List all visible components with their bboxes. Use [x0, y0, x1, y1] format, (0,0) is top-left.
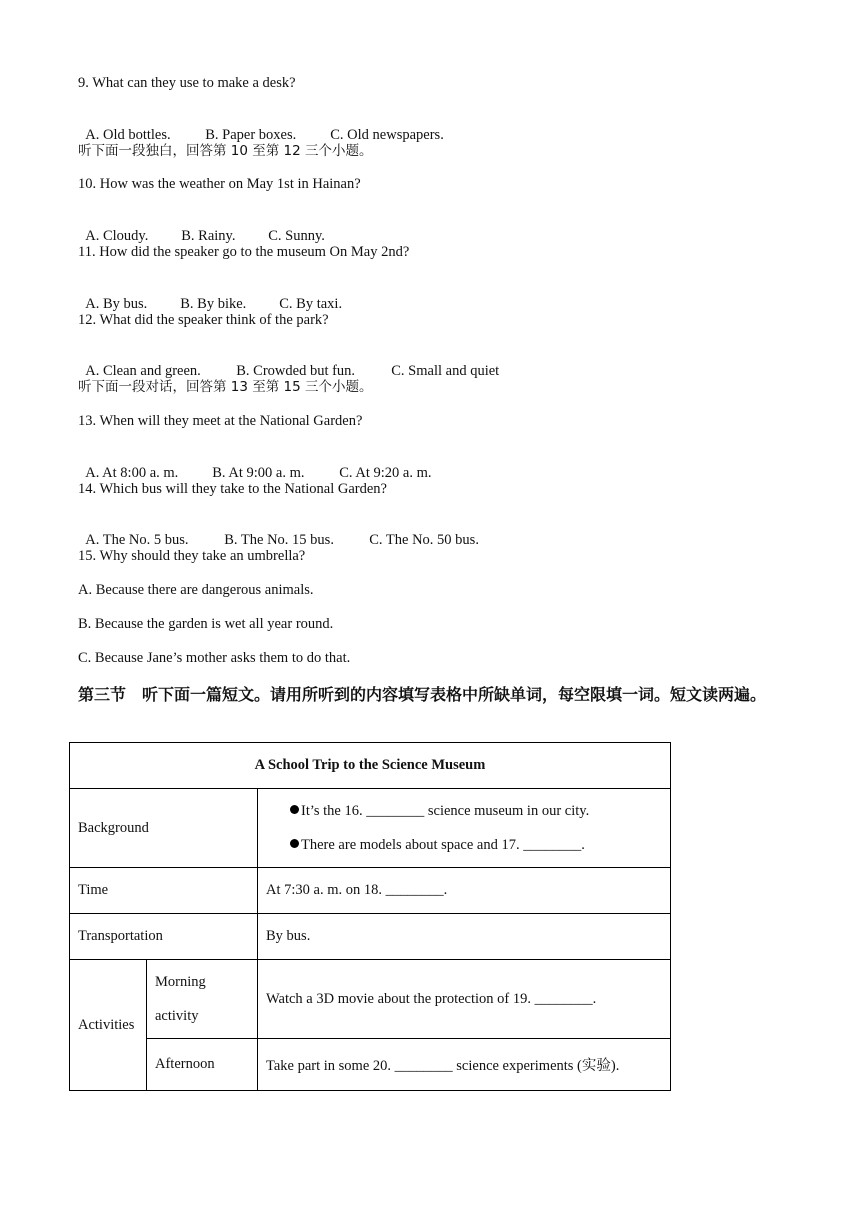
question-10-options	[78, 209, 325, 245]
question-14: 14. Which bus will they take to the National Garden?	[78, 481, 387, 497]
question-15: 15. Why should they take an umbrella?	[78, 548, 306, 564]
option-c: C. At 9:20 a. m.	[339, 465, 432, 481]
activities-label: Activities	[70, 960, 147, 1091]
afternoon-label: Afternoon	[147, 1039, 258, 1091]
bullet-icon	[290, 839, 299, 848]
option-b: B. The No. 15 bus.	[224, 532, 334, 548]
table-row	[70, 914, 671, 960]
option-b: B. At 9:00 a. m.	[212, 465, 305, 481]
option-a: A. Clean and green.	[85, 363, 201, 379]
option-c: C. By taxi.	[279, 296, 343, 312]
option-b: B. Rainy.	[181, 228, 236, 244]
option-c: C. Small and quiet	[391, 363, 500, 379]
option-a: A. By bus.	[85, 296, 148, 312]
option-c: C. The No. 50 bus.	[369, 532, 479, 548]
question-10: 10. How was the weather on May 1st in Hainan?	[78, 176, 361, 192]
question-11: 11. How did the speaker go to the museum On May 2nd?	[78, 244, 410, 260]
listening-instruction-10-12: 听下面一段独白，回答第 10 至第 12 三个小题。	[78, 143, 373, 159]
question-15-option-a: A. Because there are dangerous animals.	[78, 582, 314, 598]
option-a: A. Old bottles.	[85, 127, 171, 143]
background-item-1	[258, 794, 670, 828]
option-a: A. Cloudy.	[85, 228, 149, 244]
option-b: B. Crowded but fun.	[236, 363, 356, 379]
question-11-options	[78, 277, 342, 313]
question-12: 12. What did the speaker think of the park?	[78, 312, 329, 328]
time-label: Time	[70, 868, 258, 914]
option-c: C. Sunny.	[268, 228, 325, 244]
afternoon-value: Take part in some 20. ________ science experiments (实验).	[258, 1039, 671, 1091]
question-15-option-c: C. Because Jane’s mother asks them to do that.	[78, 650, 351, 666]
listening-instruction-13-15: 听下面一段对话，回答第 13 至第 15 三个小题。	[78, 379, 373, 395]
question-12-options	[78, 344, 499, 380]
transportation-label: Transportation	[70, 914, 258, 960]
question-14-options	[78, 513, 479, 549]
background-line-2: There are models about space and 17. ________.	[301, 837, 585, 853]
question-13-options	[78, 446, 432, 482]
section-3-heading: 第三节 听下面一篇短文。请用所听到的内容填写表格中所缺单词，每空限填一词。短文读两遍。	[78, 685, 767, 704]
option-b: B. Paper boxes.	[205, 127, 297, 143]
morning-value: Watch a 3D movie about the protection of 19. ________.	[258, 960, 671, 1039]
background-label: Background	[70, 789, 258, 868]
trip-info-table	[69, 742, 671, 1091]
option-b: B. By bike.	[180, 296, 247, 312]
morning-label-line-2: activity	[155, 1008, 199, 1024]
morning-label-line-1: Morning	[155, 974, 206, 990]
question-9-options	[78, 108, 444, 144]
table-row	[70, 868, 671, 914]
table-row	[70, 960, 671, 1039]
background-line-1: It’s the 16. ________ science museum in our city.	[301, 803, 590, 819]
question-9: 9. What can they use to make a desk?	[78, 75, 296, 91]
table-title: A School Trip to the Science Museum	[70, 743, 671, 789]
question-15-option-b: B. Because the garden is wet all year round.	[78, 616, 334, 632]
transportation-value: By bus.	[258, 914, 671, 960]
option-c: C. Old newspapers.	[330, 127, 444, 143]
bullet-icon	[290, 805, 299, 814]
option-a: A. At 8:00 a. m.	[85, 465, 179, 481]
background-item-2	[258, 828, 670, 862]
time-value: At 7:30 a. m. on 18. ________.	[258, 868, 671, 914]
table-row	[70, 1039, 671, 1091]
option-a: A. The No. 5 bus.	[85, 532, 189, 548]
question-13: 13. When will they meet at the National Garden?	[78, 413, 363, 429]
morning-label	[147, 960, 258, 1039]
table-row	[70, 789, 671, 868]
